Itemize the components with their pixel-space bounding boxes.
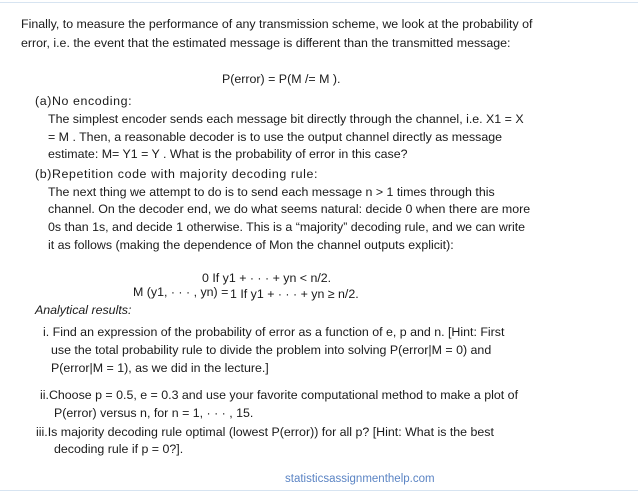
rule-lhs: M (y1, · · · , yn) = [133,285,229,299]
top-rule [0,2,638,3]
item-iii-line-1: iii.Is majority decoding rule optimal (lowest P(error)) for all p? [Hint: What is the best [36,425,494,439]
analytical-heading: Analytical results: [35,303,132,317]
section-b-line-2: channel. On the decoder end, we do what seems natural: decide 0 when there are more [48,202,531,216]
bottom-rule [0,490,638,491]
item-i-line-3: P(error|M = 1), as we did in the lecture.] [51,361,269,375]
section-a-line-3: estimate: M= Y1 = Y . What is the probability of error in this case? [48,147,408,161]
intro-line-2: error, i.e. the event that the estimated message is different than the transmitted message: [21,36,511,50]
item-i-line-1: i. Find an expression of the probability of error as a function of e, p and n. [Hint: First [43,325,505,339]
section-a-line-1: The simplest encoder sends each message bit directly through the channel, i.e. X1 = X [48,112,524,126]
section-b-line-4: it as follows (making the dependence of Mon the channel outputs explicit): [48,238,454,252]
item-iii-line-2: decoding rule if p = 0?]. [54,442,184,456]
intro-line-1: Finally, to measure the performance of any transmission scheme, we look at the probability of [21,17,533,31]
section-b-line-3: 0s than 1s, and decide 1 otherwise. This is a “majority” decoding rule, and we can write [48,220,526,234]
section-a-line-2: = M . Then, a reasonable decoder is to use the output channel directly as message [48,130,503,144]
perror-definition: P(error) = P(M /= M ). [222,72,341,86]
footer-site-link[interactable]: statisticsassignmenthelp.com [285,473,435,485]
item-ii-line-2: P(error) versus n, for n = 1, · · · , 15. [54,406,254,420]
item-i-line-2: use the total probability rule to divide the problem into solving P(error|M = 0) and [51,343,492,357]
rule-case-1: 1 If y1 + · · · + yn ≥ n/2. [230,287,359,301]
section-b-heading: (b)Repetition code with majority decoding rule: [35,167,319,181]
rule-case-0: 0 If y1 + · · · + yn < n/2. [202,271,332,285]
section-a-heading: (a)No encoding: [35,94,133,108]
section-b-line-1: The next thing we attempt to do is to send each message n > 1 times through this [48,185,495,199]
item-ii-line-1: ii.Choose p = 0.5, e = 0.3 and use your favorite computational method to make a plot of [40,388,519,402]
